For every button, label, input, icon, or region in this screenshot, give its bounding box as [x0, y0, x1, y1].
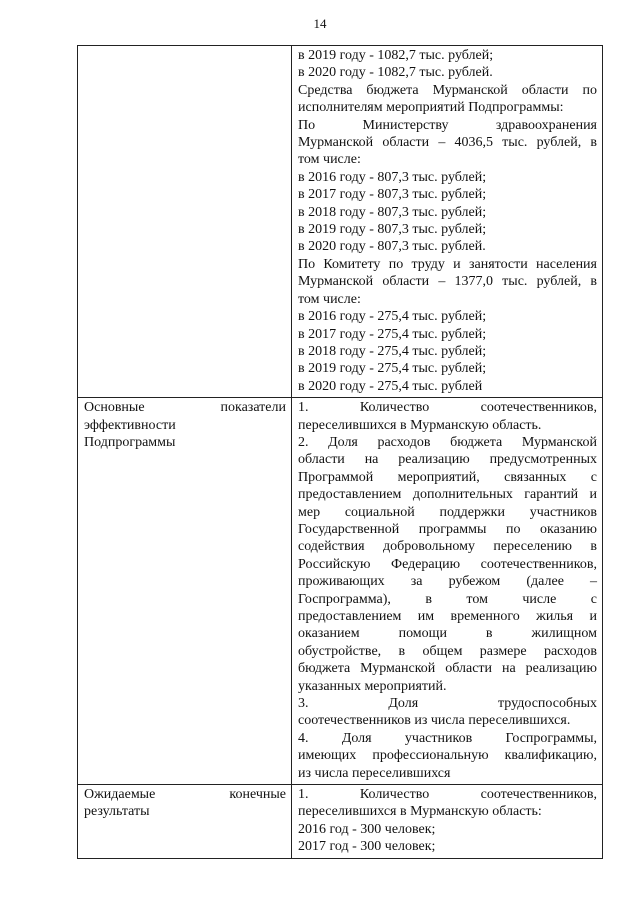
label-line: результаты: [84, 804, 150, 820]
label-line: Ожидаемые конечные: [84, 787, 286, 803]
content-line: в 2018 году - 275,4 тыс. рублей;: [298, 343, 487, 359]
content-line: том числе:: [298, 291, 361, 307]
content-line: имеющих профессиональную квалификацию,: [298, 748, 597, 764]
content-line: По Министерству здравоохранения: [298, 117, 597, 133]
content-line: в 2020 году - 807,3 тыс. рублей.: [298, 239, 486, 255]
label-line: Подпрограммы: [84, 434, 176, 450]
content-line: содействия добровольному переселению в: [298, 539, 597, 555]
content-line: Мурманской области – 4036,5 тыс. рублей, в: [298, 135, 597, 151]
content-line: 2. Доля расходов бюджета Мурманской: [298, 434, 597, 450]
content-line: в 2016 году - 807,3 тыс. рублей;: [298, 169, 487, 185]
passport-table: [77, 45, 603, 859]
content-line: По Комитету по труду и занятости населения: [298, 256, 597, 272]
content-line: предоставлением дополнительных гарантий и: [298, 487, 597, 503]
content-line: в 2017 году - 275,4 тыс. рублей;: [298, 326, 487, 342]
table-row: [78, 398, 603, 785]
content-line: 2016 год - 300 человек;: [298, 821, 436, 837]
content-line: в 2018 году - 807,3 тыс. рублей;: [298, 204, 487, 220]
table-row: [78, 785, 603, 859]
content-line: предоставлением им временного жилья и: [298, 609, 597, 624]
content-line: обустройстве, в общем размере расходов: [298, 643, 597, 659]
content-line: области на реализацию предусмотренных: [298, 452, 597, 468]
content-line: в 2020 году - 275,4 тыс. рублей: [298, 378, 483, 394]
content-line: 2017 год - 300 человек;: [298, 839, 436, 855]
content-line: в 2019 году - 275,4 тыс. рублей;: [298, 361, 487, 377]
content-line: из числа переселившихся: [298, 765, 451, 781]
row-content-cell: [292, 46, 603, 398]
content-line: том числе:: [298, 152, 361, 168]
row-label-cell: [78, 398, 292, 785]
row-label-cell: [78, 785, 292, 859]
label-line: Основные показатели: [84, 400, 286, 416]
content-line: в 2020 году - 1082,7 тыс. рублей.: [298, 65, 493, 81]
content-line: переселившихся в Мурманскую область:: [298, 804, 542, 820]
content-line: 4. Доля участников Госпрограммы,: [298, 730, 597, 746]
content-line: Программой мероприятий, связанных с: [298, 469, 597, 485]
content-line: 3. Доля трудоспособных: [298, 696, 597, 712]
content-line: в 2016 году - 275,4 тыс. рублей;: [298, 309, 487, 325]
table-row: [78, 46, 603, 398]
content-line: Госпрограмма), в том числе с: [298, 591, 597, 607]
content-line: в 2019 году - 807,3 тыс. рублей;: [298, 222, 487, 238]
content-line: указанных мероприятий.: [298, 678, 447, 694]
label-line: эффективности: [84, 417, 176, 433]
content-line: Государственной программы по оказанию: [298, 521, 597, 537]
content-line: Российскую Федерацию соотечественников,: [298, 556, 597, 572]
content-line: 1. Количество соотечественников,: [298, 400, 597, 416]
row-label-cell: [78, 46, 292, 398]
content-line: переселившихся в Мурманскую область.: [298, 417, 542, 433]
row-content-cell: [292, 398, 603, 785]
page-number: 14: [313, 16, 327, 31]
content-line: бюджета Мурманской области на реализацию: [298, 661, 597, 677]
table-body: [78, 46, 603, 859]
content-line: исполнителям мероприятий Подпрограммы:: [298, 100, 564, 116]
content-line: в 2019 году - 1082,7 тыс. рублей;: [298, 48, 494, 63]
content-line: мер социальной поддержки участников: [298, 504, 597, 520]
row-content-cell: [292, 785, 603, 859]
content-line: Средства бюджета Мурманской области по: [298, 82, 597, 98]
content-line: в 2017 году - 807,3 тыс. рублей;: [298, 187, 487, 203]
content-line: соотечественников из числа переселившихся.: [298, 713, 571, 729]
content-line: Мурманской области – 1377,0 тыс. рублей, в: [298, 274, 597, 290]
content-line: 1. Количество соотечественников,: [298, 787, 597, 803]
content-line: оказанием помощи в жилищном: [298, 626, 597, 642]
content-line: проживающих за рубежом (далее –: [298, 574, 597, 590]
